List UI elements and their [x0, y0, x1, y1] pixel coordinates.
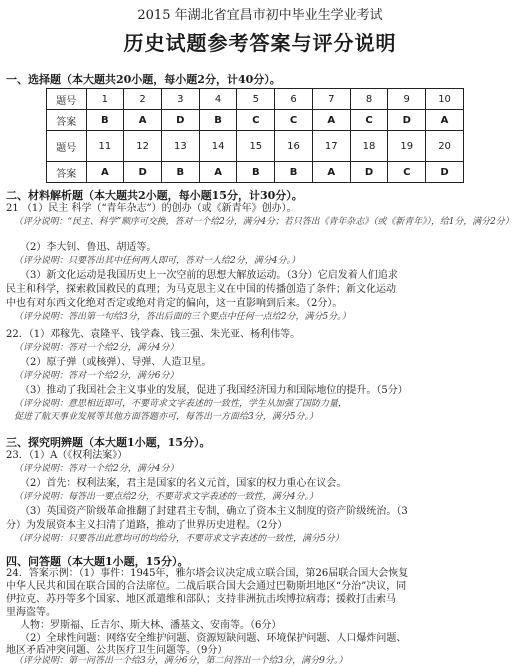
question-number: 11 [86, 131, 124, 162]
q22-part2: （2）原子弹（或核弹）、导弹、人造卫星。 [20, 357, 212, 368]
answer-cell: A [312, 110, 350, 131]
q21-part2: （2）李大钊、鲁迅、胡适等。 [20, 242, 157, 253]
q24-part2-line1: （2）全球性问题：网络安全维护问题、资源短缺问题、环境保护问题、人口爆炸问题、 [20, 633, 407, 644]
q24-line4: 里海盗等。 [6, 607, 56, 618]
question-number: 8 [350, 89, 388, 110]
answer-cell: B [275, 162, 313, 183]
question-number: 17 [312, 131, 350, 162]
answer-cell: B [237, 162, 275, 183]
question-number: 13 [161, 131, 199, 162]
q24-line3: 伊拉克、苏丹等多个国家、地区派遣维和部队；支持非洲抗击埃博拉病毒；援救打击索马 [6, 594, 396, 605]
question-number: 7 [312, 89, 350, 110]
page-title: 历史试题参考答案与评分说明 [123, 31, 397, 55]
question-number: 19 [388, 131, 426, 162]
row-label: 答案 [47, 162, 87, 183]
section-1-title: 一、选择题（本大题共20小题，每小题2分，计40分）。 [6, 73, 281, 86]
q21-part3-line2: 民主和科学，探索救国救民的真理；为马克思主义在中国的传播创造了条件；新文化运动 [6, 284, 396, 295]
q22-part3: （3）推动了我国社会主义事业的发展，促进了我国经济国力和国际地位的提升。（5分） [20, 385, 408, 396]
q24-line1: 24．答案示例：（1）事件：1945年，雅尔塔会议决定成立联合国，第26届联合国大会恢复 [6, 568, 409, 579]
question-number: 6 [275, 89, 313, 110]
q23-part2: （2）首先：权利法案，君主是国家的名义元首，国家的权力重心在议会。 [20, 478, 347, 489]
answer-cell: C [275, 110, 313, 131]
q21-note1: （评分说明：“民主、科学”顺序可交换，答对一个给2分，满分4分；若只答出《青年杂志》（或《新青年》），给1分，满分2分） [14, 217, 514, 227]
answer-row-1 [47, 110, 464, 131]
answer-cell: A [86, 162, 124, 183]
q22-note3-line1: （评分说明：意思相近即可，不要苛求文字表述的一致性，学生从加强了国防力量， [14, 399, 348, 409]
row-label: 答案 [47, 110, 87, 131]
answer-grid [46, 88, 464, 183]
row-label: 题号 [47, 131, 87, 162]
q23-note3: （评分说明：只要答出此意均可的均给分，不要苛求文字表述的一致性，满分5分） [14, 534, 344, 544]
answer-cell: D [161, 110, 199, 131]
q22-part1: 22．（1）邓稼先、袁隆平、钱学森、钱三强、朱光亚、杨利伟等。 [6, 329, 301, 340]
answer-cell: A [124, 110, 162, 131]
q23-note2: （评分说明：每答出一要点给2分，不要苛求文字表述的一致性，满分4分。） [14, 492, 318, 502]
q24-note: （评分说明：第一问答出一个给3分，满分6分，第二问答出一个给3分，满分9分。） [14, 656, 348, 666]
answer-cell: B [199, 110, 237, 131]
q24-people: 人物：罗斯福、丘吉尔、斯大林、潘基文、安南等。（6分） [20, 620, 282, 631]
question-number: 18 [350, 131, 388, 162]
section-2-title: 二、材料解析题（本大题共2小题，每小题15分，计30分）。 [6, 189, 303, 202]
answer-cell: C [388, 162, 426, 183]
question-number: 14 [199, 131, 237, 162]
answer-cell: D [388, 110, 426, 131]
answer-cell: B [86, 110, 124, 131]
q22-note1: （评分说明：答对一个给2分，满分4分） [14, 343, 179, 353]
q23-part3-line2: 分）为发展资本主义扫清了道路，推动了世界历史进程。（2分） [6, 520, 288, 531]
q24-line2: 中华人民共和国在联合国的合法席位。二战后联合国大会通过巴勒斯坦地区“分治”决议，同 [6, 581, 407, 592]
q22-note3-line2: 促进了航天事业发展等其他方面答题亦可，每答出一方面给3分，满分5分。） [14, 412, 318, 422]
question-number: 16 [275, 131, 313, 162]
question-number: 5 [237, 89, 275, 110]
q21-part3-line3: 中也有对东西文化绝对否定或绝对肯定的偏向，这一直影响到后来。（2分）。 [6, 298, 343, 309]
q21-note2: （评分说明：只要答出其中任何两人即可，答对一人给2分，满分4分。） [14, 256, 300, 266]
question-number: 20 [426, 131, 464, 162]
q23-note1: （评分说明：答对一个给2分，满分4分） [14, 464, 179, 474]
exam-subtitle: 2015 年湖北省宜昌市初中毕业生学业考试 [137, 8, 383, 23]
answer-row-2 [47, 162, 464, 183]
question-number: 2 [124, 89, 162, 110]
question-row-1 [47, 89, 464, 110]
question-number: 10 [426, 89, 464, 110]
question-number: 15 [237, 131, 275, 162]
question-number: 3 [161, 89, 199, 110]
question-number: 1 [86, 89, 124, 110]
q23-part3-line1: （3）英国资产阶级革命推翻了封建君主专制，确立了资本主义制度的资产阶级统治。（3 [20, 506, 408, 517]
answer-cell: A [312, 162, 350, 183]
q21-part1: 21 （1）民主 科学（“青年杂志”）的创办（或《新青年》创办）。 [6, 203, 297, 214]
answer-cell: A [426, 110, 464, 131]
question-number: 12 [124, 131, 162, 162]
answer-cell: D [124, 162, 162, 183]
q21-part3-line1: （3）新文化运动是我国历史上一次空前的思想大解放运动。（3分）它启发着人们追求 [20, 270, 398, 281]
q21-note3: （评分说明：答出第一句给3分，答出后面的三个要点中任何一点给2分，满分5分。） [14, 312, 351, 322]
section-3-title: 三、探究明辨题（本大题1小题，15分）。 [6, 436, 211, 449]
answer-cell: C [350, 110, 388, 131]
question-number: 4 [199, 89, 237, 110]
section-4-title: 四、问答题（本大题1小题，15分）。 [6, 555, 189, 568]
question-number: 9 [388, 89, 426, 110]
q24-part2-line2: 地区矛盾冲突问题、公共医疗卫生问题等。（9分） [6, 645, 228, 656]
answer-cell: B [161, 162, 199, 183]
q23-part1: 23．（1）A（《权利法案》） [6, 450, 128, 461]
q22-note2: （评分说明：答对一个给2分，满分6分） [14, 371, 179, 381]
row-label: 题号 [47, 89, 87, 110]
answer-cell: D [350, 162, 388, 183]
answer-cell: A [199, 162, 237, 183]
answer-cell: C [237, 110, 275, 131]
question-row-2 [47, 131, 464, 162]
answer-cell: D [426, 162, 464, 183]
